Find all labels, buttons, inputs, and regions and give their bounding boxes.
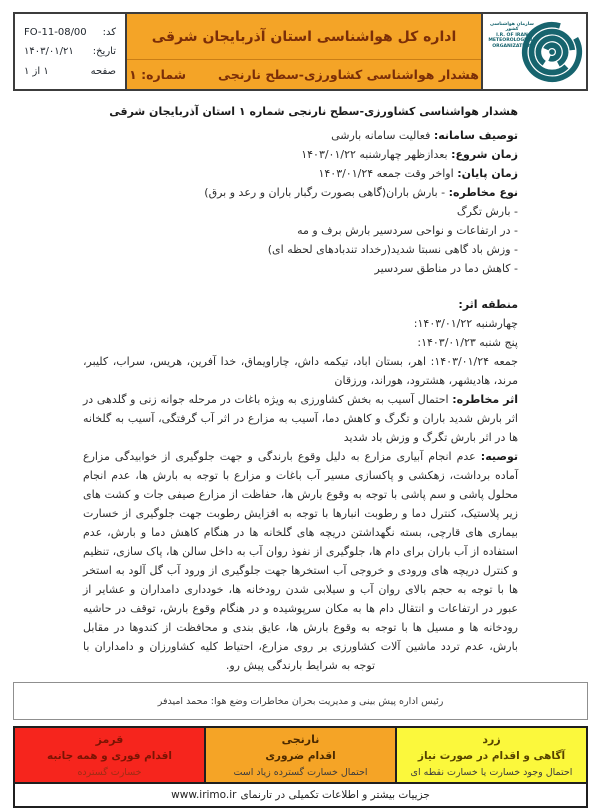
field-system-description xyxy=(83,126,588,145)
field-label: توصیف سامانه: xyxy=(433,129,518,142)
logo-org-name-en-3: ORGANIZATION xyxy=(492,43,532,49)
level-yellow xyxy=(395,728,586,782)
level-name: نارنجی xyxy=(281,733,320,746)
logo-text xyxy=(486,22,538,49)
advice-paragraph xyxy=(83,447,588,675)
level-action: اقدام فوری و همه جانبه xyxy=(47,750,172,762)
hazard-item: - کاهش دما در مناطق سردسیر xyxy=(374,262,518,275)
hazard-item: - بارش تگرگ xyxy=(456,205,518,218)
field-value: - بارش باران(گاهی بصورت رگبار باران و رعد و برق) xyxy=(204,186,446,199)
hazard-item: - در ارتفاعات و نواحی سردسیر بارش برف و مه xyxy=(297,224,518,237)
region-line: چهارشنبه ۱۴۰۳/۰۱/۲۲: xyxy=(413,317,518,330)
footer-row xyxy=(13,782,588,808)
hazard-effect-paragraph xyxy=(83,390,588,447)
page-value: ۱ از ۱ xyxy=(24,65,49,77)
field-label: زمان شروع: xyxy=(451,148,518,161)
level-desc: احتمال وجود خسارت یا خسارت نقطه ای xyxy=(410,767,573,778)
warning-subtitle: هشدار هواشناسی کشاورزی-سطح نارنجی xyxy=(218,67,479,82)
advice-text: عدم انجام آبیاری مزارع به دلیل وقوع بارندگی و جهت جلوگیری از خوابیدگی مزارع آماده برداشت، زهکشی و پاکسازی مسیر آب باغات و مزارع با توجه به بارش ها، عدم انجام محلول پاشی و سم پاشی با توجه به وقوع بارش ها، حفاظت از مزارع صیفی جات و کشت های زیر پلاستیک، کنترل دما و رطوبت انبارها با توجه به افزایش رطوبت جهت جلوگیری از خسارت بیماری های قارچی، بسته نگهداشتن دریچه های گلخانه ها در هنگام کاهش دما و بارش، عدم استفاده از آب باران برای دام ها، جلوگیری از نفوذ روان آب به داخل سالن ها، پاک سازی، تنظیم و کنترل دریچه های ورودی و خروجی آب استخرها جهت جلوگیری از ورود آب گل آلود به استخر ها با توجه به حجم بالای روان آب و سیلابی شدن رودخانه ها، خودداری دامداران و عشایر از عبور در ارتفاعات و انتقال دام ها به مکان سرپوشیده و در هنگام وقوع بارش، توقف در حاشیه رودخانه ها و مسیل ها با توجه به وقوع بارش ها، عایق بندی و محافظت از کندوها در مقابل بارش، عدم تردد ماشین آلات کشاورزی بر روی مزارع، احتیاط کلیه کشاورزان و دامداران با توجه به شرایط بارندگی پیش رو. xyxy=(83,450,518,672)
level-action: اقدام ضروری xyxy=(265,750,336,762)
level-red xyxy=(15,728,204,782)
header xyxy=(13,12,588,91)
level-desc: احتمال خسارت گسترده زیاد است xyxy=(233,767,368,778)
spacer xyxy=(83,278,588,295)
region-line: پنج شنبه ۱۴۰۳/۰۱/۲۳: xyxy=(417,336,518,349)
warning-level-legend xyxy=(13,726,588,782)
field-value: فعالیت سامانه بارشی xyxy=(331,129,431,142)
signature-box xyxy=(13,682,588,720)
page-title: اداره کل هواشناسی استان آذربایجان شرقی xyxy=(151,28,457,45)
header-center xyxy=(127,14,481,89)
region-line: جمعه ۱۴۰۳/۰۱/۲۴: اهر، بستان اباد، تیکمه داش، چاراویماق، خدا آفرین، هریس، سراب، کلیبر، مرند، هادیشهر، هشترود، هوراند، ورزقان xyxy=(83,355,518,387)
meta-page-row xyxy=(24,66,116,77)
meta-code-row xyxy=(24,27,116,38)
header-meta xyxy=(15,14,127,89)
document-body xyxy=(13,102,588,675)
level-name: قرمز xyxy=(95,733,124,746)
effect-text: احتمال آسیب به بخش کشاورزی به ویژه باغات در مرحله جوانه زنی و گلدهی در اثر بارش شدید باران و تگرگ و کاهش دما، آسیب به مزارع در اثر آب گرفتگی، آسیب به گلخانه ها در اثر بارش تگرگ و وزش باد شدید xyxy=(83,393,518,444)
effect-label: اثر مخاطره: xyxy=(452,393,518,406)
meta-date-row xyxy=(24,46,116,57)
logo-org-name-fa: سازمان هواشناسی کشور xyxy=(490,22,534,33)
level-name: زرد xyxy=(482,733,501,746)
field-value: بعدازظهر چهارشنبه ۱۴۰۳/۰۱/۲۲ xyxy=(301,148,448,161)
field-hazard-type xyxy=(83,183,588,202)
code-label: کد: xyxy=(102,26,116,38)
date-value: ۱۴۰۳/۰۱/۲۱ xyxy=(24,46,74,57)
field-end-time xyxy=(83,164,588,183)
level-action: آگاهی و اقدام در صورت نیاز xyxy=(417,750,566,762)
field-label: زمان پایان: xyxy=(457,167,518,180)
logo-cell xyxy=(481,14,586,89)
page-label: صفحه xyxy=(90,65,116,77)
field-label: نوع مخاطره: xyxy=(448,186,518,199)
level-desc: خسارت گسترده xyxy=(77,767,142,778)
field-value: اواخر وقت جمعه ۱۴۰۳/۰۱/۲۴ xyxy=(318,167,454,180)
code-value: FO-11-08/00 xyxy=(24,26,87,38)
advice-label: توصیه: xyxy=(480,450,519,463)
region-label: منطقه اثر: xyxy=(458,298,518,311)
footer-url[interactable]: www.irimo.ir xyxy=(171,789,237,801)
warning-number: شماره: ۱ xyxy=(129,67,187,82)
logo-org-name-en-1: I.R. OF IRAN xyxy=(496,32,528,38)
date-label: تاریخ: xyxy=(92,46,116,57)
header-subtitle-row xyxy=(127,59,481,89)
body-heading: هشدار هواشناسی کشاورزی-سطح نارنجی شماره ۱ استان آذربایجان شرقی xyxy=(109,105,518,118)
logo-org-name-en-2: METEOROLOGICAL xyxy=(488,38,536,44)
footer-text: جزییات بیشتر و اطلاعات تکمیلی در تارنمای xyxy=(240,789,430,801)
signature-text: رئیس اداره پیش بینی و مدیریت بحران مخاطرات وضع هوا: محمد امیدفر xyxy=(157,695,444,707)
field-start-time xyxy=(83,145,588,164)
level-orange xyxy=(204,728,395,782)
hazard-item: - وزش باد گاهی نسبتا شدید(رخداد تندبادهای لحظه ای) xyxy=(267,243,518,256)
